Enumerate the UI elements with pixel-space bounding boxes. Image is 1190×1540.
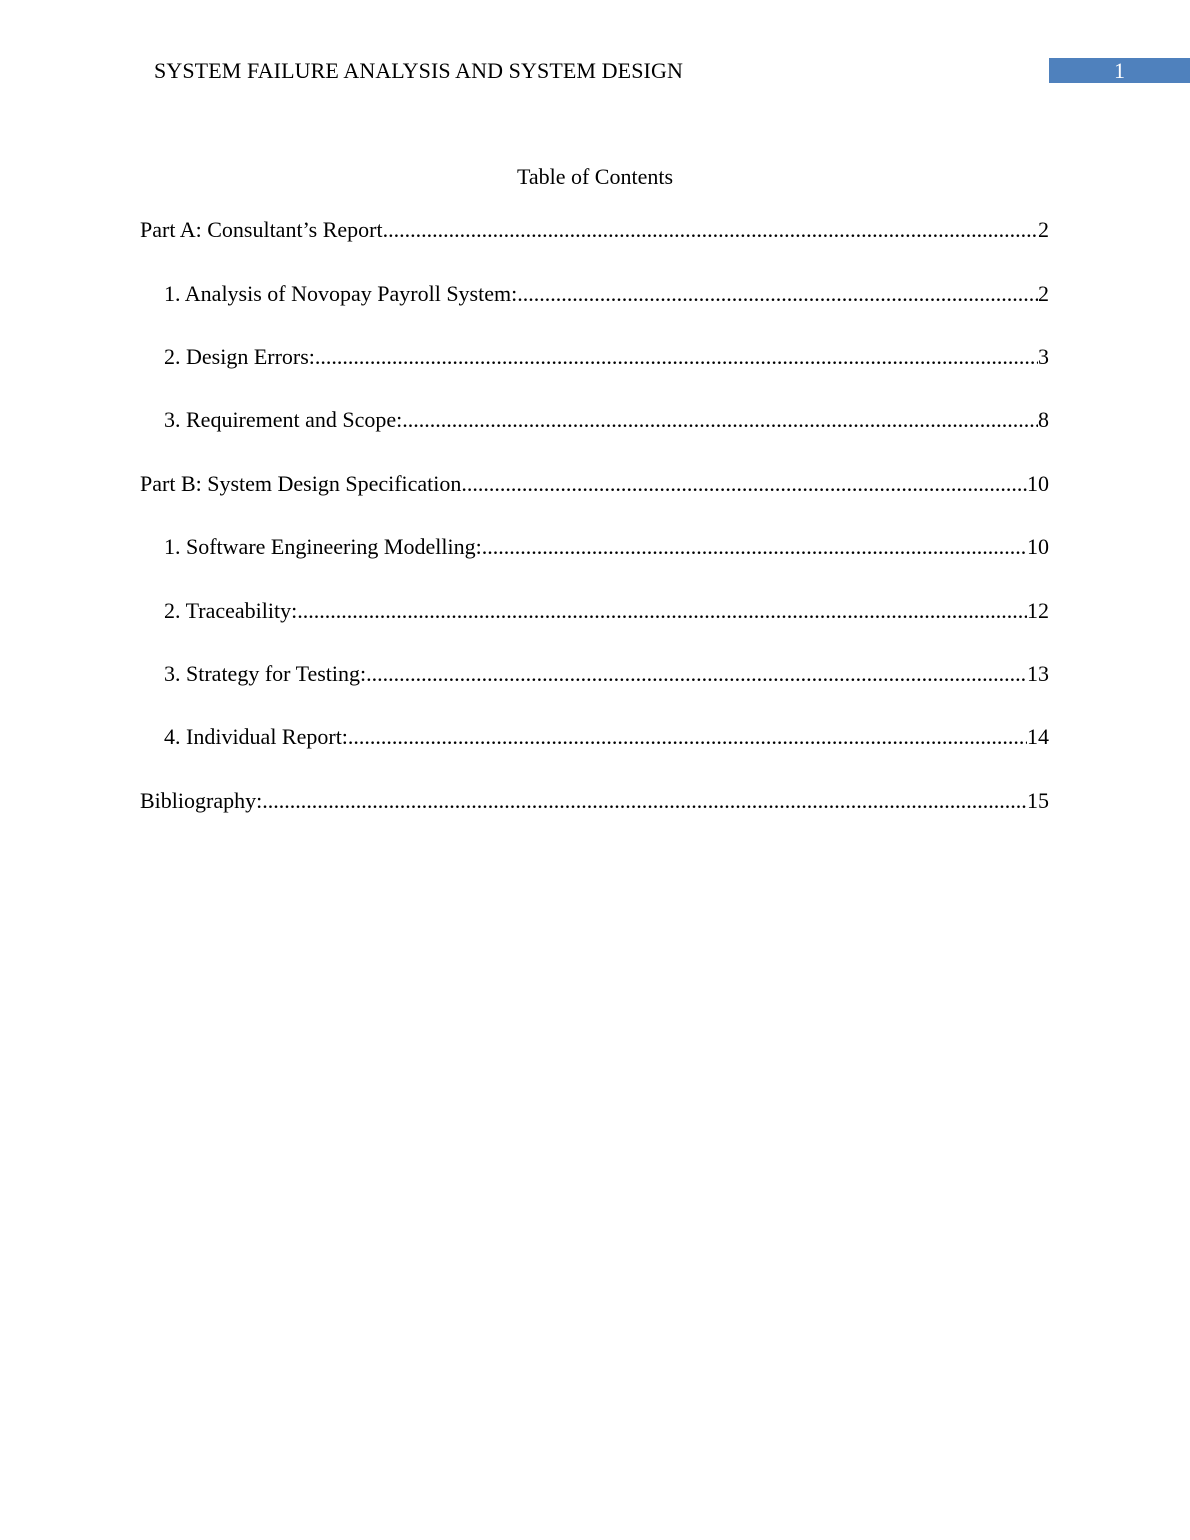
toc-entry-software-engineering[interactable] <box>164 533 1049 561</box>
toc-entry-design-errors[interactable] <box>164 343 1049 371</box>
toc-heading: Table of Contents <box>516 164 674 189</box>
toc-entry-page: 8 <box>1038 407 1049 432</box>
toc-dot-leader <box>297 597 1027 625</box>
toc-entry-page: 10 <box>1027 534 1049 559</box>
toc-entry-page: 12 <box>1027 598 1049 623</box>
toc-entry-label: 4. Individual Report: <box>164 724 348 749</box>
toc-entry-page: 14 <box>1027 724 1049 749</box>
toc-dot-leader <box>366 660 1027 688</box>
toc-entry-label: 2. Traceability: <box>164 598 298 623</box>
toc-entry-traceability[interactable] <box>164 597 1049 625</box>
toc-dot-leader <box>402 406 1038 434</box>
toc-entry-label: Bibliography: <box>140 788 263 813</box>
toc-dot-leader <box>315 343 1038 371</box>
toc-dot-leader <box>482 533 1027 561</box>
toc-entry-label: Part A: Consultant’s Report <box>140 217 383 242</box>
toc-entry-label: 2. Design Errors: <box>164 344 315 369</box>
toc-dot-leader <box>262 787 1027 815</box>
toc-entry-label: 1. Software Engineering Modelling: <box>164 534 482 559</box>
toc-dot-leader <box>348 723 1027 751</box>
toc-entry-page: 15 <box>1027 788 1049 813</box>
toc-entry-part-b[interactable] <box>140 470 1049 498</box>
toc-dot-leader <box>461 470 1027 498</box>
toc-entry-part-a[interactable] <box>140 216 1049 244</box>
toc-entry-requirement-scope[interactable] <box>164 406 1049 434</box>
toc-entry-label: 3. Strategy for Testing: <box>164 661 367 686</box>
toc-entry-testing-strategy[interactable] <box>164 660 1049 688</box>
toc-entry-individual-report[interactable] <box>164 723 1049 751</box>
running-header-title: SYSTEM FAILURE ANALYSIS AND SYSTEM DESIGN <box>154 58 683 83</box>
toc-entry-page: 2 <box>1038 281 1049 306</box>
toc-entry-label: 1. Analysis of Novopay Payroll System: <box>164 281 518 306</box>
toc-entry-page: 13 <box>1027 661 1049 686</box>
toc-entry-page: 2 <box>1038 217 1049 242</box>
toc-dot-leader <box>517 280 1038 308</box>
toc-entry-page: 3 <box>1038 344 1049 369</box>
toc-entry-label: Part B: System Design Specification <box>140 471 462 496</box>
toc-dot-leader <box>383 216 1038 244</box>
toc-entry-analysis-novopay[interactable] <box>164 280 1049 308</box>
page-number-badge: 1 <box>1049 58 1190 83</box>
toc-entry-page: 10 <box>1027 471 1049 496</box>
toc-entry-label: 3. Requirement and Scope: <box>164 407 403 432</box>
toc-entry-bibliography[interactable] <box>140 787 1049 815</box>
